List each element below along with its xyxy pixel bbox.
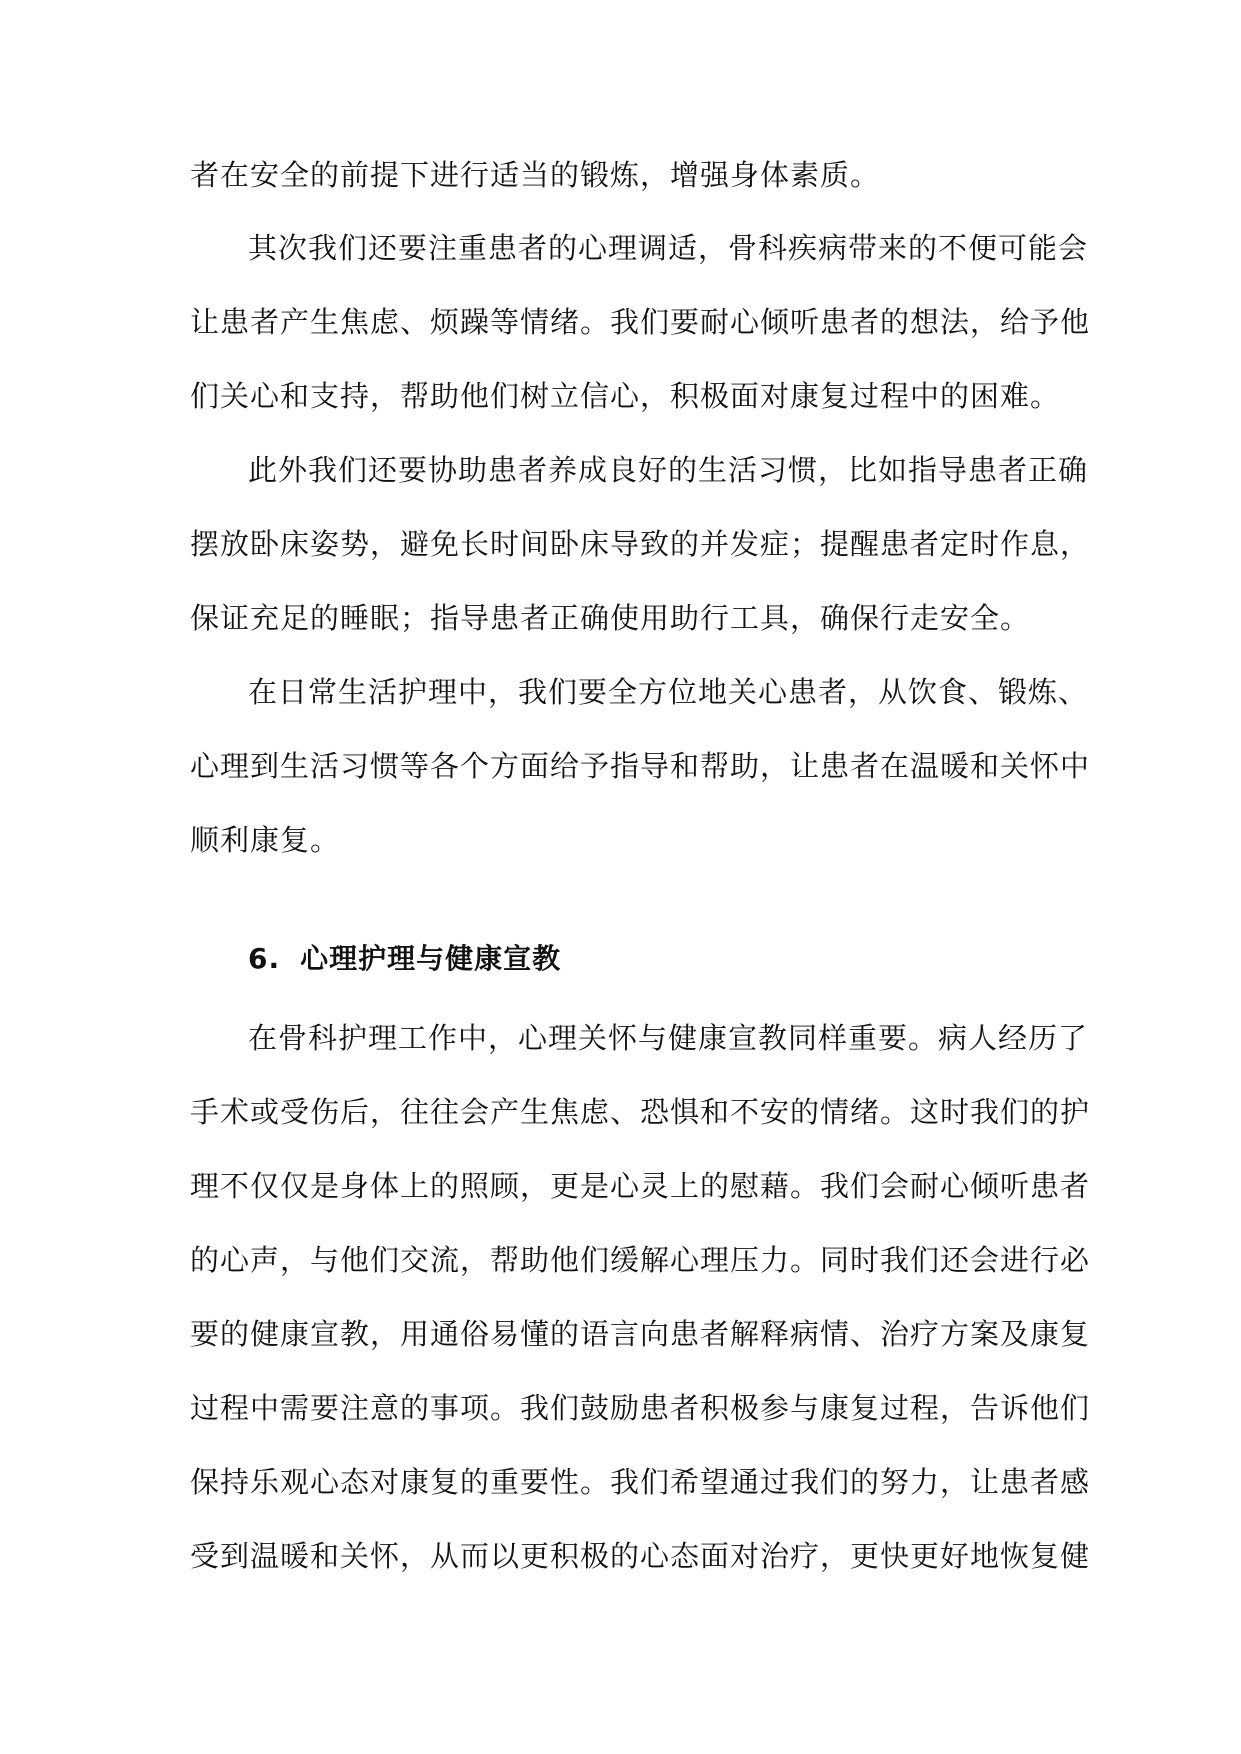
- paragraph-line: 其次我们还要注重患者的心理调适，骨科疾病带来的不便可能会: [248, 231, 1089, 265]
- paragraph-line: 保持乐观心态对康复的重要性。我们希望通过我们的努力，让患者感: [190, 1465, 1091, 1499]
- paragraph-line: 保证充足的睡眠；指导患者正确使用助行工具，确保行走安全。: [190, 601, 1031, 635]
- paragraph-line: 们关心和支持，帮助他们树立信心，积极面对康复过程中的困难。: [190, 379, 1061, 413]
- paragraph-line: 过程中需要注意的事项。我们鼓励患者积极参与康复过程，告诉他们: [190, 1391, 1091, 1425]
- section-title: 心理护理与健康宣教: [300, 942, 562, 975]
- paragraph-line: 在日常生活护理中，我们要全方位地关心患者，从饮食、锻炼、: [248, 675, 1089, 709]
- paragraph-line: 心理到生活习惯等各个方面给予指导和帮助，让患者在温暖和关怀中: [190, 749, 1091, 783]
- paragraph-line: 手术或受伤后，往往会产生焦虑、恐惧和不安的情绪。这时我们的护: [190, 1095, 1091, 1129]
- paragraph-line: 顺利康复。: [190, 823, 341, 857]
- section-number: 6.: [248, 942, 281, 975]
- paragraph-line: 理不仅仅是身体上的照顾，更是心灵上的慰藉。我们会耐心倾听患者: [190, 1169, 1091, 1203]
- section-heading: [248, 939, 561, 979]
- paragraph-line: 者在安全的前提下进行适当的锻炼，增强身体素质。: [190, 158, 881, 192]
- paragraph-line: 让患者产生焦虑、烦躁等情绪。我们要耐心倾听患者的想法，给予他: [190, 305, 1091, 339]
- paragraph-line: 此外我们还要协助患者养成良好的生活习惯，比如指导患者正确: [248, 453, 1089, 487]
- paragraph-line: 受到温暖和关怀，从而以更积极的心态面对治疗，更快更好地恢复健: [190, 1539, 1091, 1573]
- paragraph-line: 在骨科护理工作中，心理关怀与健康宣教同样重要。病人经历了: [248, 1021, 1089, 1055]
- paragraph-line: 的心声，与他们交流，帮助他们缓解心理压力。同时我们还会进行必: [190, 1243, 1091, 1277]
- paragraph-line: 要的健康宣教，用通俗易懂的语言向患者解释病情、治疗方案及康复: [190, 1317, 1091, 1351]
- paragraph-line: 摆放卧床姿势，避免长时间卧床导致的并发症；提醒患者定时作息，: [190, 527, 1091, 561]
